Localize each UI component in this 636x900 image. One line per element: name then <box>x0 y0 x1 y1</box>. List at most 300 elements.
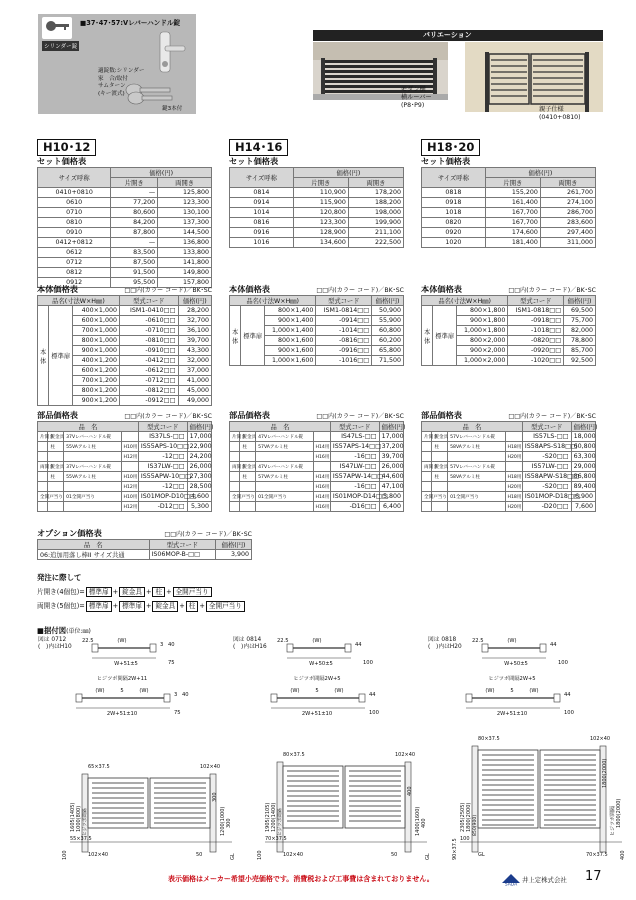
cell: H20用 <box>505 452 522 462</box>
body-table-h14-16 <box>229 283 404 366</box>
cell: 800×1,200 <box>73 386 120 396</box>
cell: 123,300 <box>293 217 348 227</box>
cell: 5,300 <box>187 502 211 512</box>
dim-label: 90×37.5 <box>452 838 458 860</box>
table-row <box>230 237 404 247</box>
cell: 400×1,200 <box>73 356 120 366</box>
order-box: 錠金具 <box>152 601 178 611</box>
cell: 28,500 <box>187 482 211 492</box>
dim-label: 400 <box>620 850 626 860</box>
cell: 22,900 <box>187 442 211 452</box>
cell <box>121 432 138 442</box>
cell: 157,800 <box>158 277 212 287</box>
cell: H10用 <box>121 472 138 482</box>
cell: 600×1,200 <box>73 366 120 376</box>
body-table-h10-12 <box>37 283 212 406</box>
cell: 37Vレバーハンドル錠 <box>64 462 121 472</box>
cell <box>48 482 64 492</box>
cell <box>38 502 48 512</box>
dim-label: 75 <box>174 710 181 716</box>
cell: -0918□□ <box>508 316 564 326</box>
dim-label: (W) <box>312 638 322 644</box>
cell: 400×1,000 <box>73 306 120 316</box>
dim-label: 44 <box>355 642 362 648</box>
cell: 17,000 <box>187 432 211 442</box>
plus-sign: + <box>145 602 152 611</box>
cell: -1014□□ <box>316 326 372 336</box>
cell: 36,100 <box>178 326 211 336</box>
cell: -1016□□ <box>316 356 372 366</box>
dim-label: 1800(2000) <box>466 802 472 832</box>
cell: 37,000 <box>178 366 211 376</box>
table-row <box>38 267 212 277</box>
table-row <box>38 247 212 257</box>
kind-label: 標準扉 <box>241 306 265 366</box>
parts-table-h14-16 <box>229 409 404 512</box>
cell: 188,200 <box>348 197 403 207</box>
dim-label: 100 <box>257 850 263 860</box>
dim-label: ヒジツボ間隔 <box>610 805 616 836</box>
cell: 18,000 <box>571 432 595 442</box>
dim-label: 2W+51±10 <box>496 711 528 717</box>
parent-child-caption <box>539 106 581 122</box>
dim-label: 40 <box>182 692 189 698</box>
dim-label: 1605(1405) <box>70 802 76 832</box>
dim-label: 850(900) <box>473 814 478 836</box>
order-box: 全開戸当り <box>206 601 245 611</box>
table-row <box>38 462 212 472</box>
cell: 71,500 <box>372 356 404 366</box>
cell <box>38 472 48 482</box>
cell: IS01MOP-D14□□ <box>330 492 379 502</box>
col-single: 片開き <box>111 177 158 187</box>
cell <box>230 502 240 512</box>
dim-label: 300 <box>212 792 218 802</box>
cell: 全開戸当り <box>230 492 240 502</box>
dim-label: 1800(2000) <box>602 758 608 788</box>
col-price: 価格(円) <box>178 296 211 306</box>
cell: 141,800 <box>158 257 212 267</box>
caption-line: 親子仕様 <box>539 106 564 113</box>
cell: 95,500 <box>111 277 158 287</box>
cell <box>256 502 313 512</box>
col-size: サイズ呼称 <box>422 167 486 187</box>
cell <box>505 462 522 472</box>
cell: 柱 <box>240 472 256 482</box>
col-double: 両開き <box>540 177 595 187</box>
install-unit: (単位:㎜) <box>66 628 91 635</box>
cell: 錠金具 <box>432 432 448 442</box>
cell <box>256 452 313 462</box>
cell: 1014 <box>230 207 294 217</box>
order-box: 標準扉 <box>86 601 112 611</box>
col-code: 型式コード <box>119 296 178 306</box>
cell: 57VAアルミ柱 <box>256 472 313 482</box>
cell: H14用 <box>313 492 330 502</box>
col-price: 価格(円) <box>293 167 403 177</box>
cell: 800×2,000 <box>457 336 508 346</box>
cell: 0918 <box>422 197 486 207</box>
cell: 60,800 <box>372 326 404 336</box>
cell <box>121 462 138 472</box>
cell: 130,100 <box>158 207 212 217</box>
cell: 115,900 <box>293 197 348 207</box>
install-fig-1 <box>38 635 236 860</box>
dim-label: 400 <box>407 786 413 796</box>
product-panel-title: ■37･47･57:Vレバーハンドル錠 <box>80 19 181 27</box>
cell: IS37LS-□□ <box>138 432 187 442</box>
cell: -0710□□ <box>119 326 178 336</box>
cell: IS01MOP-D10□□ <box>138 492 187 502</box>
cell: -0812□□ <box>119 386 178 396</box>
cell: 600×1,000 <box>73 316 120 326</box>
table-row <box>230 462 404 472</box>
cell: 58VAアルミ柱 <box>448 472 505 482</box>
col-double: 両開き <box>158 177 212 187</box>
cell: 161,400 <box>485 197 540 207</box>
table-row <box>422 492 596 502</box>
cell: 49,000 <box>178 396 211 406</box>
dim-label: 22.5 <box>277 638 289 644</box>
table-row <box>422 217 596 227</box>
cell: 4,600 <box>187 492 211 502</box>
cell: 65,800 <box>372 346 404 356</box>
col-code: 型式コード <box>522 422 571 432</box>
dim-label: 1800(2000) <box>616 798 622 828</box>
table-row <box>38 550 252 560</box>
cell: H18用 <box>505 492 522 502</box>
dim-label: 1905(2105) <box>265 802 271 832</box>
cell: 800×1,800 <box>457 306 508 316</box>
dim-label: (W) <box>507 638 517 644</box>
cell <box>422 472 432 482</box>
fig-ref: 図は 0712 <box>38 637 67 643</box>
cell: 01全開戸当り <box>256 492 313 502</box>
cell: 6,900 <box>571 492 595 502</box>
cell: 274,100 <box>540 197 595 207</box>
order-box: 全開戸当り <box>173 587 212 597</box>
cell: 柱 <box>432 472 448 482</box>
col-double: 両開き <box>348 177 403 187</box>
order-notes-title: 発注に際して <box>37 573 82 582</box>
cell: 0910 <box>38 227 111 237</box>
dim-label: 102×40 <box>88 852 109 858</box>
cell: 211,100 <box>348 227 403 237</box>
cell: ISM1-0818□□ <box>508 306 564 316</box>
cell <box>38 442 48 452</box>
color-note: □□内(カラー コード)／BK･SC <box>508 413 596 420</box>
cell <box>64 452 121 462</box>
table-row <box>38 472 212 482</box>
cell: 柱 <box>432 442 448 452</box>
color-note: □□内(カラー コード)／BK･SC <box>316 413 404 420</box>
col-code: 型式コード <box>508 296 564 306</box>
cell: 0610 <box>38 197 111 207</box>
table-row <box>38 197 212 207</box>
col-code: 型式コード <box>330 422 379 432</box>
side-label: 本体 <box>38 306 49 406</box>
dim-label: 65×37.5 <box>88 764 110 770</box>
cell: -0910□□ <box>119 346 178 356</box>
caption-line: モダン横 <box>401 86 426 93</box>
option-table <box>37 527 252 560</box>
series-label: H18･20 <box>421 139 480 156</box>
col-price: 価格(円) <box>187 422 211 432</box>
cell: 錠金具 <box>240 462 256 472</box>
cell: 283,600 <box>540 217 595 227</box>
brand-logo <box>500 871 522 890</box>
install-svg <box>30 634 626 862</box>
cell: 85,700 <box>564 346 596 356</box>
cell: 181,400 <box>485 237 540 247</box>
col-size: サイズ呼称 <box>38 167 111 187</box>
cell: IS47LS-□□ <box>330 432 379 442</box>
fig-note: ( )内はH16 <box>233 644 267 650</box>
cell: 27,300 <box>187 472 211 482</box>
cell: -S20□□ <box>522 482 571 492</box>
cell: -1018□□ <box>508 326 564 336</box>
dim-label: ヒジツボ間隔 <box>278 808 283 836</box>
table-row <box>38 452 212 462</box>
set-table-h18-20 <box>421 136 596 248</box>
table-row <box>422 227 596 237</box>
sada-logo-icon <box>500 872 522 886</box>
cell: 6,400 <box>379 502 403 512</box>
cell: 39,700 <box>379 452 403 462</box>
cell: H16用 <box>313 502 330 512</box>
dim-label: 1000(800) <box>76 805 82 832</box>
cell: -0914□□ <box>316 316 372 326</box>
col-name: 品名(寸法W×H㎜) <box>422 296 508 306</box>
cell <box>422 442 432 452</box>
set-rows <box>422 187 596 247</box>
order-box: 柱 <box>186 601 199 611</box>
dim-label: W+51±5 <box>114 661 138 667</box>
cell <box>48 452 64 462</box>
cell: 0818 <box>422 187 486 197</box>
cell: 片開き <box>230 432 240 442</box>
cell: 錠金具 <box>48 462 64 472</box>
series-label: H14･16 <box>229 139 288 156</box>
cell: 155,200 <box>485 187 540 197</box>
cell: 0410+0810 <box>38 187 111 197</box>
col-name: 品 名 <box>38 422 139 432</box>
table-row <box>38 306 212 316</box>
gl-label: 55×37.5 <box>70 836 92 842</box>
cell: 29,000 <box>571 462 595 472</box>
cell <box>256 482 313 492</box>
caption-line: (P8･P9) <box>401 101 425 109</box>
cell: H12用 <box>121 452 138 462</box>
table-row <box>230 482 404 492</box>
table-row <box>230 227 404 237</box>
cell: -0712□□ <box>119 376 178 386</box>
dim-label: ヒジツボ間隔 <box>83 808 88 836</box>
cell: 137,300 <box>158 217 212 227</box>
cell: IS47LW-□□ <box>330 462 379 472</box>
cell: 0920 <box>422 227 486 237</box>
cell: 26,000 <box>379 462 403 472</box>
color-note: □□内(カラー コード)／BK･SC <box>124 287 212 294</box>
col-name: 品 名 <box>230 422 331 432</box>
dim-label: 100 <box>369 710 379 716</box>
cell: 0812 <box>38 267 111 277</box>
dim-label: ヒジツボ間隔2W+5 <box>293 676 341 682</box>
series-label: H10･12 <box>37 139 96 156</box>
cell: 900×1,200 <box>73 396 120 406</box>
cell: 800×1,600 <box>265 336 316 346</box>
install-drawings <box>30 634 626 862</box>
side-label: 本体 <box>422 306 433 366</box>
cell: H16用 <box>313 452 330 462</box>
cell: 0412+0812 <box>38 237 111 247</box>
dim-label: 70×37.5 <box>586 852 608 858</box>
fig-note: ( )内はH20 <box>428 644 462 650</box>
cell <box>230 472 240 482</box>
cell <box>38 452 48 462</box>
table-row <box>230 442 404 452</box>
cell: 47,100 <box>379 482 403 492</box>
cell: 41,000 <box>178 376 211 386</box>
color-note: □□内(カラー コード)／BK･SC <box>124 413 212 420</box>
col-price: 価格(円) <box>216 540 252 550</box>
kind-label: 標準扉 <box>433 306 457 366</box>
cell: 82,000 <box>564 326 596 336</box>
cell: 01全開戸当り <box>448 492 505 502</box>
table-row <box>38 217 212 227</box>
dim-label: 50 <box>196 852 203 858</box>
table-row <box>38 237 212 247</box>
dim-label: 100 <box>564 710 574 716</box>
dim-label: 1200(1400) <box>271 802 277 832</box>
cell: 1018 <box>422 207 486 217</box>
parent-child-photo <box>465 42 603 112</box>
fig-ref: 図は 0818 <box>428 637 457 643</box>
table-row <box>230 207 404 217</box>
cell: 77,200 <box>111 197 158 207</box>
plus-sign: + <box>112 602 119 611</box>
cell: H12用 <box>121 482 138 492</box>
dim-label: 5 <box>510 688 514 694</box>
cell <box>230 452 240 462</box>
cell <box>38 482 48 492</box>
cell: 0916 <box>230 227 294 237</box>
cell: 89,400 <box>571 482 595 492</box>
cell: 800×1,400 <box>265 306 316 316</box>
cell: 0710 <box>38 207 111 217</box>
col-code: 型式コード <box>149 540 216 550</box>
col-size: サイズ呼称 <box>230 167 294 187</box>
cell: 60,200 <box>372 336 404 346</box>
dim-label: 1400(1600) <box>415 806 421 836</box>
cell: 149,800 <box>158 267 212 277</box>
cell: 55,900 <box>372 316 404 326</box>
cell <box>422 452 432 462</box>
cell: 133,800 <box>158 247 212 257</box>
set-table-title: セット価格表 <box>37 155 87 166</box>
col-price: 価格(円) <box>372 296 404 306</box>
cell: 24,200 <box>187 452 211 462</box>
cell <box>432 482 448 492</box>
cell: 800×1,000 <box>73 336 120 346</box>
table-row <box>422 442 596 452</box>
set-table-title: セット価格表 <box>229 155 279 166</box>
dim-label: 44 <box>564 692 571 698</box>
col-single: 片開き <box>293 177 348 187</box>
parts-price-table <box>421 421 596 512</box>
cell: 7,600 <box>571 502 595 512</box>
cell: 錠金具 <box>432 462 448 472</box>
cell: 1,000×2,000 <box>457 356 508 366</box>
cell: 900×1,800 <box>457 316 508 326</box>
install-fig-2 <box>233 635 431 860</box>
cell: -0820□□ <box>508 336 564 346</box>
parts-table-h10-12 <box>37 409 212 512</box>
cell: -0412□□ <box>119 356 178 366</box>
cell: -0610□□ <box>119 316 178 326</box>
plus-sign: + <box>145 588 152 597</box>
cell: H18用 <box>505 442 522 452</box>
cell: 1,000×1,400 <box>265 326 316 336</box>
product-panel <box>38 14 196 114</box>
cell: — <box>111 187 158 197</box>
table-row <box>230 492 404 502</box>
cell: 87,500 <box>111 257 158 267</box>
set-table-title: セット価格表 <box>421 155 471 166</box>
body-table-h18-20 <box>421 283 596 366</box>
table-row <box>422 482 596 492</box>
product-spec <box>98 68 144 98</box>
cell: ISM1-0814□□ <box>316 306 372 316</box>
cell: 28,200 <box>178 306 211 316</box>
cell: 58VAアルミ柱 <box>448 442 505 452</box>
cell: IS57APW-14□□ <box>330 472 379 482</box>
cell: -1020□□ <box>508 356 564 366</box>
cell: 01全開戸当り <box>64 492 121 502</box>
modern-louver-caption <box>401 86 432 109</box>
table-row <box>230 502 404 512</box>
set-price-table <box>421 167 596 248</box>
cell: 0820 <box>422 217 486 227</box>
set-price-table <box>229 167 404 248</box>
cell <box>230 482 240 492</box>
cell: 32,000 <box>178 356 211 366</box>
dim-label: (W) <box>290 688 300 694</box>
variation-panel <box>313 30 603 124</box>
cell: 全開戸当り <box>38 492 48 502</box>
col-price: 価格(円) <box>485 167 595 177</box>
cell: -0920□□ <box>508 346 564 356</box>
cell: 900×1,000 <box>73 346 120 356</box>
set-rows <box>38 187 212 287</box>
cell <box>64 502 121 512</box>
dim-label: 3 <box>174 692 178 698</box>
cell: 43,300 <box>178 346 211 356</box>
dim-label: 22.5 <box>82 638 94 644</box>
set-price-table <box>37 167 212 288</box>
color-note: □□内(カラー コード)／BK･SC <box>508 287 596 294</box>
cell: 06:追加用落し棒II サイズ共通 <box>38 550 150 560</box>
cell <box>313 432 330 442</box>
cell: 57Vレバーハンドル錠 <box>448 462 505 472</box>
table-row <box>422 187 596 197</box>
cell: 1,000×1,800 <box>457 326 508 336</box>
table-row <box>38 502 212 512</box>
body-price-table <box>37 295 212 406</box>
table-row <box>230 187 404 197</box>
cell: 1,000×1,600 <box>265 356 316 366</box>
cell: 128,900 <box>293 227 348 237</box>
